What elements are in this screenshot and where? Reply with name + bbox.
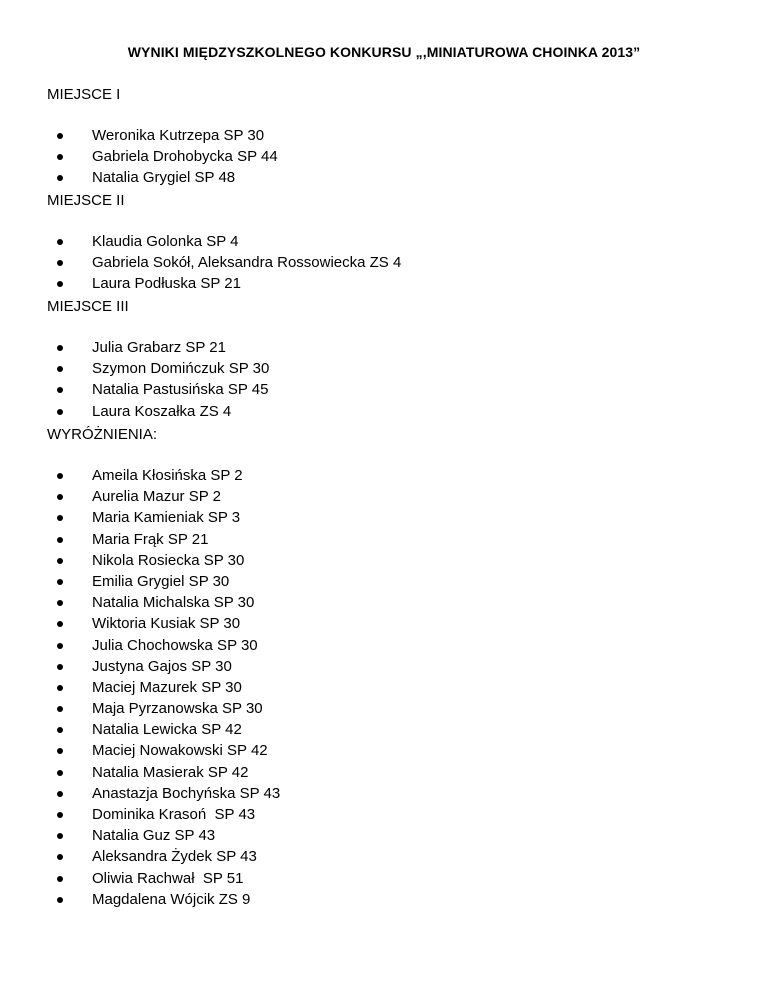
list-item-text: Natalia Lewicka SP 42	[92, 721, 242, 739]
bullet-icon	[57, 409, 63, 415]
bullet-icon	[57, 833, 63, 839]
list-item	[47, 571, 727, 592]
winners-list	[47, 337, 727, 422]
list-item-text: Natalia Grygiel SP 48	[92, 169, 236, 187]
bullet-icon	[57, 239, 63, 245]
list-item-text: Natalia Pastusińska SP 45	[92, 381, 269, 399]
bullet-icon	[57, 175, 63, 181]
bullet-icon	[57, 812, 63, 818]
section-heading: WYRÓŻNIENIA:	[47, 426, 158, 443]
list-item	[47, 783, 727, 804]
list-item	[47, 231, 727, 252]
list-item	[47, 550, 727, 571]
list-item-text: Wiktoria Kusiak SP 30	[92, 615, 241, 633]
bullet-icon	[57, 473, 63, 479]
bullet-icon	[57, 600, 63, 606]
list-item-text: Natalia Masierak SP 42	[92, 763, 249, 781]
bullet-icon	[57, 515, 63, 521]
list-item	[47, 719, 727, 740]
list-item	[47, 889, 727, 910]
bullet-icon	[57, 876, 63, 882]
list-item	[47, 252, 727, 273]
list-item	[47, 846, 727, 867]
section-miejsce-2	[47, 191, 727, 295]
section-heading: MIEJSCE III	[47, 298, 129, 315]
bullet-icon	[57, 854, 63, 860]
list-item	[47, 167, 727, 188]
list-item-text: Dominika Krasoń SP 43	[92, 806, 256, 823]
list-item	[47, 613, 727, 634]
list-item	[47, 379, 727, 400]
bullet-icon	[57, 664, 63, 670]
bullet-icon	[57, 621, 63, 627]
list-item-text: Oliwia Rachwał SP 51	[92, 869, 244, 887]
bullet-icon	[57, 281, 63, 287]
bullet-icon	[57, 897, 63, 903]
list-item	[47, 592, 727, 613]
bullet-icon	[57, 133, 63, 139]
bullet-icon	[57, 579, 63, 585]
section-wyroznienia	[47, 425, 727, 910]
list-item	[47, 762, 727, 783]
list-item-text: Weronika Kutrzepa SP 30	[92, 127, 265, 144]
list-item-text: Maciej Mazurek SP 30	[92, 678, 242, 696]
list-item	[47, 401, 727, 422]
list-item	[47, 868, 727, 889]
list-item-text: Julia Chochowska SP 30	[92, 636, 258, 654]
list-item-text: Nikola Rosiecka SP 30	[92, 551, 245, 569]
bullet-icon	[57, 791, 63, 797]
list-item	[47, 804, 727, 825]
list-item-text: Natalia Michalska SP 30	[92, 594, 255, 612]
winners-list	[47, 231, 727, 295]
list-item-text: Maciej Nowakowski SP 42	[92, 742, 268, 760]
list-item	[47, 465, 727, 486]
list-item	[47, 635, 727, 656]
list-item-text: Emilia Grygiel SP 30	[92, 572, 230, 590]
list-item	[47, 677, 727, 698]
list-item	[47, 486, 727, 507]
list-item	[47, 740, 727, 761]
bullet-icon	[57, 770, 63, 776]
section-heading: MIEJSCE I	[47, 86, 121, 103]
section-miejsce-3	[47, 297, 727, 422]
list-item	[47, 698, 727, 719]
list-item-text: Klaudia Golonka SP 4	[92, 233, 239, 250]
bullet-icon	[57, 387, 63, 393]
list-item-text: Julia Grabarz SP 21	[92, 339, 226, 356]
section-miejsce-1	[47, 85, 727, 189]
bullet-icon	[57, 706, 63, 712]
bullet-icon	[57, 494, 63, 500]
list-item	[47, 125, 727, 146]
winners-list	[47, 125, 727, 189]
bullet-icon	[57, 727, 63, 733]
bullet-icon	[57, 537, 63, 543]
list-item-text: Aurelia Mazur SP 2	[92, 488, 221, 506]
list-item	[47, 507, 727, 528]
list-item-text: Laura Podłuska SP 21	[92, 275, 241, 293]
list-item-text: Maria Frąk SP 21	[92, 530, 209, 548]
bullet-icon	[57, 366, 63, 372]
bullet-icon	[57, 685, 63, 691]
list-item	[47, 529, 727, 550]
list-item	[47, 825, 727, 846]
list-item	[47, 146, 727, 167]
list-item	[47, 656, 727, 677]
honorable-mentions-list	[47, 465, 727, 910]
list-item-text: Aleksandra Żydek SP 43	[92, 848, 257, 866]
list-item-text: Anastazja Bochyńska SP 43	[92, 784, 281, 802]
bullet-icon	[57, 260, 63, 266]
list-item-text: Gabriela Sokół, Aleksandra Rossowiecka ZS 4	[92, 254, 402, 272]
list-item-text: Szymon Domińczuk SP 30	[92, 360, 270, 378]
list-item	[47, 337, 727, 358]
bullet-icon	[57, 643, 63, 649]
bullet-icon	[57, 345, 63, 351]
list-item-text: Laura Koszałka ZS 4	[92, 402, 232, 420]
list-item-text: Maria Kamieniak SP 3	[92, 509, 241, 527]
list-item	[47, 273, 727, 294]
document-title: WYNIKI MIĘDZYSZKOLNEGO KONKURSU „,MINIATUROWA CHOINKA 2013”	[127, 44, 641, 60]
list-item-text: Magdalena Wójcik ZS 9	[92, 890, 251, 908]
bullet-icon	[57, 748, 63, 754]
list-item-text: Ameila Kłosińska SP 2	[92, 467, 243, 484]
list-item	[47, 358, 727, 379]
bullet-icon	[57, 558, 63, 564]
list-item-text: Maja Pyrzanowska SP 30	[92, 700, 263, 718]
bullet-icon	[57, 154, 63, 160]
list-item-text: Gabriela Drohobycka SP 44	[92, 148, 278, 166]
list-item-text: Natalia Guz SP 43	[92, 827, 216, 845]
section-heading: MIEJSCE II	[47, 192, 125, 209]
list-item-text: Justyna Gajos SP 30	[92, 657, 232, 675]
